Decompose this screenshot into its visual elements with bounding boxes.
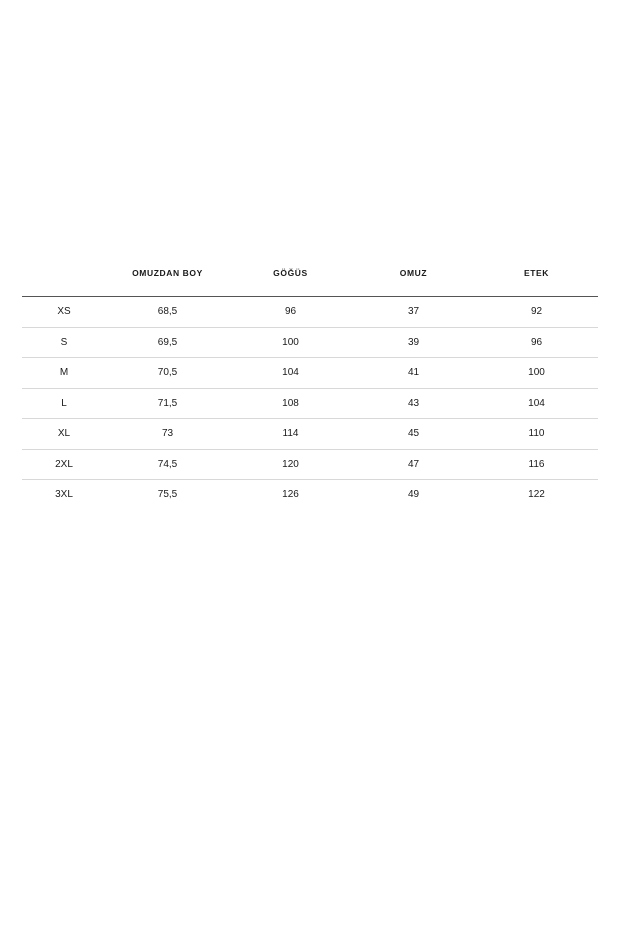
cell-size: XL	[57, 428, 71, 440]
cell-etek: 104	[528, 397, 545, 409]
cell-etek: 116	[528, 458, 545, 470]
table-row	[22, 480, 598, 510]
cell-omuzdan-boy: 70,5	[157, 367, 178, 379]
column-header-size	[22, 268, 106, 297]
cell-size: 2XL	[55, 458, 73, 470]
cell-omuzdan-boy: 71,5	[157, 397, 178, 409]
cell-gogus: 114	[282, 428, 299, 440]
table-body	[22, 297, 598, 510]
column-header-omuzdan-boy: OMUZDAN BOY	[132, 268, 203, 278]
size-chart-table	[22, 268, 598, 510]
cell-omuzdan-boy: 75,5	[157, 489, 178, 501]
cell-gogus: 96	[284, 306, 297, 318]
table-row	[22, 327, 598, 358]
column-header-omuz: OMUZ	[399, 268, 428, 278]
cell-omuz: 45	[407, 428, 420, 440]
cell-etek: 92	[530, 306, 543, 318]
table-row	[22, 297, 598, 328]
cell-omuz: 37	[407, 306, 420, 318]
column-header-gogus: GÖĞÜS	[273, 268, 308, 278]
cell-omuz: 41	[407, 367, 420, 379]
cell-etek: 122	[528, 489, 545, 501]
cell-omuzdan-boy: 69,5	[157, 336, 178, 348]
cell-omuzdan-boy: 73	[161, 428, 174, 440]
cell-gogus: 108	[282, 397, 299, 409]
cell-omuzdan-boy: 68,5	[157, 306, 178, 318]
cell-gogus: 104	[282, 367, 299, 379]
cell-omuz: 47	[407, 458, 420, 470]
cell-omuz: 43	[407, 397, 420, 409]
column-header-etek: ETEK	[523, 268, 550, 278]
cell-omuz: 39	[407, 336, 420, 348]
cell-etek: 96	[530, 336, 543, 348]
cell-gogus: 126	[282, 489, 299, 501]
cell-omuz: 49	[407, 489, 420, 501]
table-header-row	[22, 268, 598, 297]
table-header	[22, 268, 598, 297]
cell-size: 3XL	[55, 489, 73, 501]
cell-gogus: 100	[282, 336, 299, 348]
cell-etek: 100	[528, 367, 545, 379]
cell-size: XS	[57, 306, 71, 318]
table-row	[22, 388, 598, 419]
table-row	[22, 449, 598, 480]
cell-size: M	[59, 367, 69, 379]
cell-gogus: 120	[282, 458, 299, 470]
cell-omuzdan-boy: 74,5	[157, 458, 178, 470]
size-chart-container	[22, 268, 598, 510]
cell-etek: 110	[528, 428, 545, 440]
cell-size: S	[60, 336, 68, 348]
table-row	[22, 419, 598, 450]
cell-size: L	[61, 397, 67, 409]
table-row	[22, 358, 598, 389]
